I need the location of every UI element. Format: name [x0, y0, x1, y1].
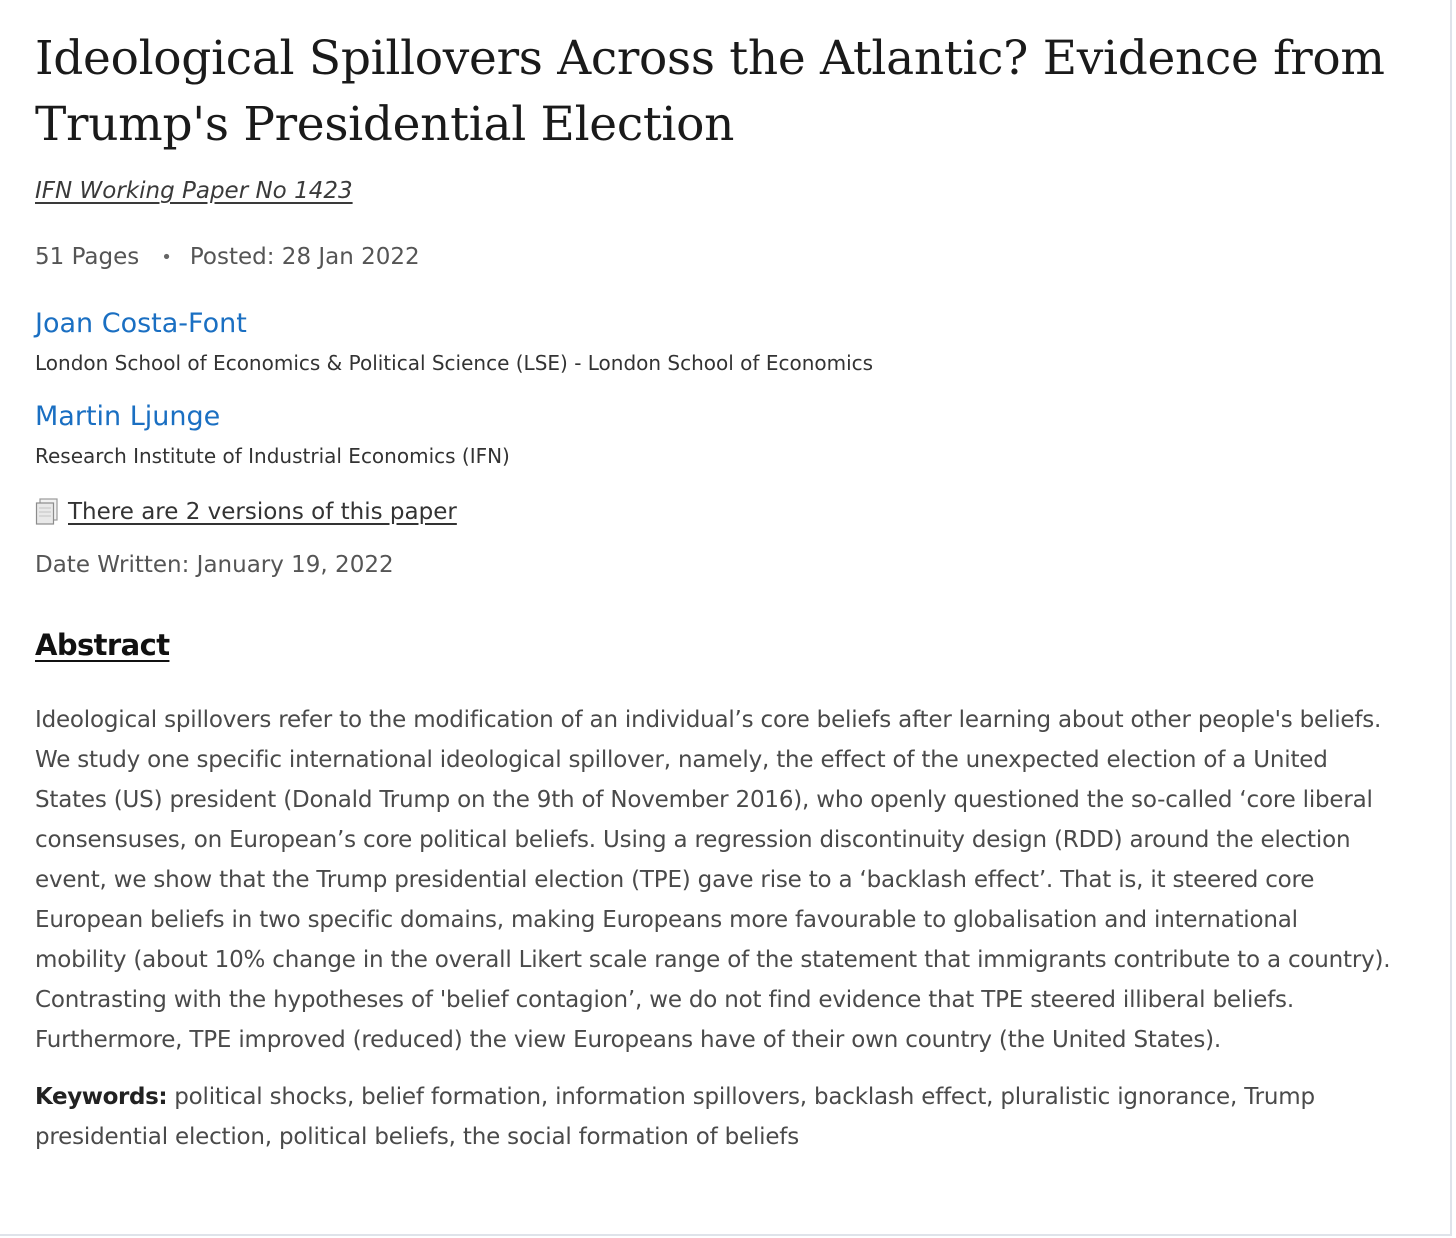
- author-affiliation: Research Institute of Industrial Economics (IFN): [35, 444, 510, 468]
- abstract-heading: Abstract: [35, 628, 170, 662]
- keywords: [35, 1077, 1395, 1157]
- date-written: Date Written: January 19, 2022: [35, 552, 394, 578]
- abstract-text: Ideological spillovers refer to the modification of an individual’s core beliefs after learning about other people's beliefs. We study one specific international ideological spillover, namely, the effect of the unexpected election of a United States (US) president (Donald Trump on the 9th of November 2016), who openly questioned the so-called ‘core liberal consensuses, on European’s core political beliefs. Using a regression discontinuity design (RDD) around the election event, we show that the Trump presidential election (TPE) gave rise to a ‘backlash effect’. That is, it steered core European beliefs in two specific domains, making Europeans more favourable to globalisation and international mobility (about 10% change in the overall Likert scale range of the statement that immigrants contribute to a country). Contrasting with the hypotheses of 'belief contagion’, we do not find evidence that TPE steered illiberal beliefs. Furthermore, TPE improved (reduced) the view Europeans have of their own country (the United States).: [35, 707, 1391, 1054]
- working-paper-series-link[interactable]: IFN Working Paper No 1423: [35, 178, 353, 204]
- versions-row[interactable]: [35, 498, 1395, 526]
- paper-title: Ideological Spillovers Across the Atlantic? Evidence from Trump's Presidential Election: [35, 31, 1385, 152]
- author-affiliation: London School of Economics & Political Science (LSE) - London School of Economics: [35, 351, 874, 375]
- posted-date: Posted: 28 Jan 2022: [189, 244, 420, 270]
- page-count: 51 Pages: [35, 244, 140, 270]
- author-block: [35, 401, 1395, 468]
- paper-meta: [35, 244, 1395, 270]
- author-link-costa-font[interactable]: Joan Costa-Font: [35, 308, 247, 339]
- versions-link[interactable]: There are 2 versions of this paper: [68, 499, 457, 525]
- paper-content: [35, 26, 1395, 1157]
- meta-separator: •: [161, 246, 172, 268]
- keywords-label: Keywords:: [35, 1084, 168, 1111]
- author-block: [35, 308, 1395, 375]
- document-versions-icon: [35, 498, 59, 526]
- keywords-list: political shocks, belief formation, information spillovers, backlash effect, pluralistic ignorance, Trump presidential election, political beliefs, the social formation of beliefs: [35, 1084, 1315, 1151]
- author-link-ljunge[interactable]: Martin Ljunge: [35, 401, 221, 432]
